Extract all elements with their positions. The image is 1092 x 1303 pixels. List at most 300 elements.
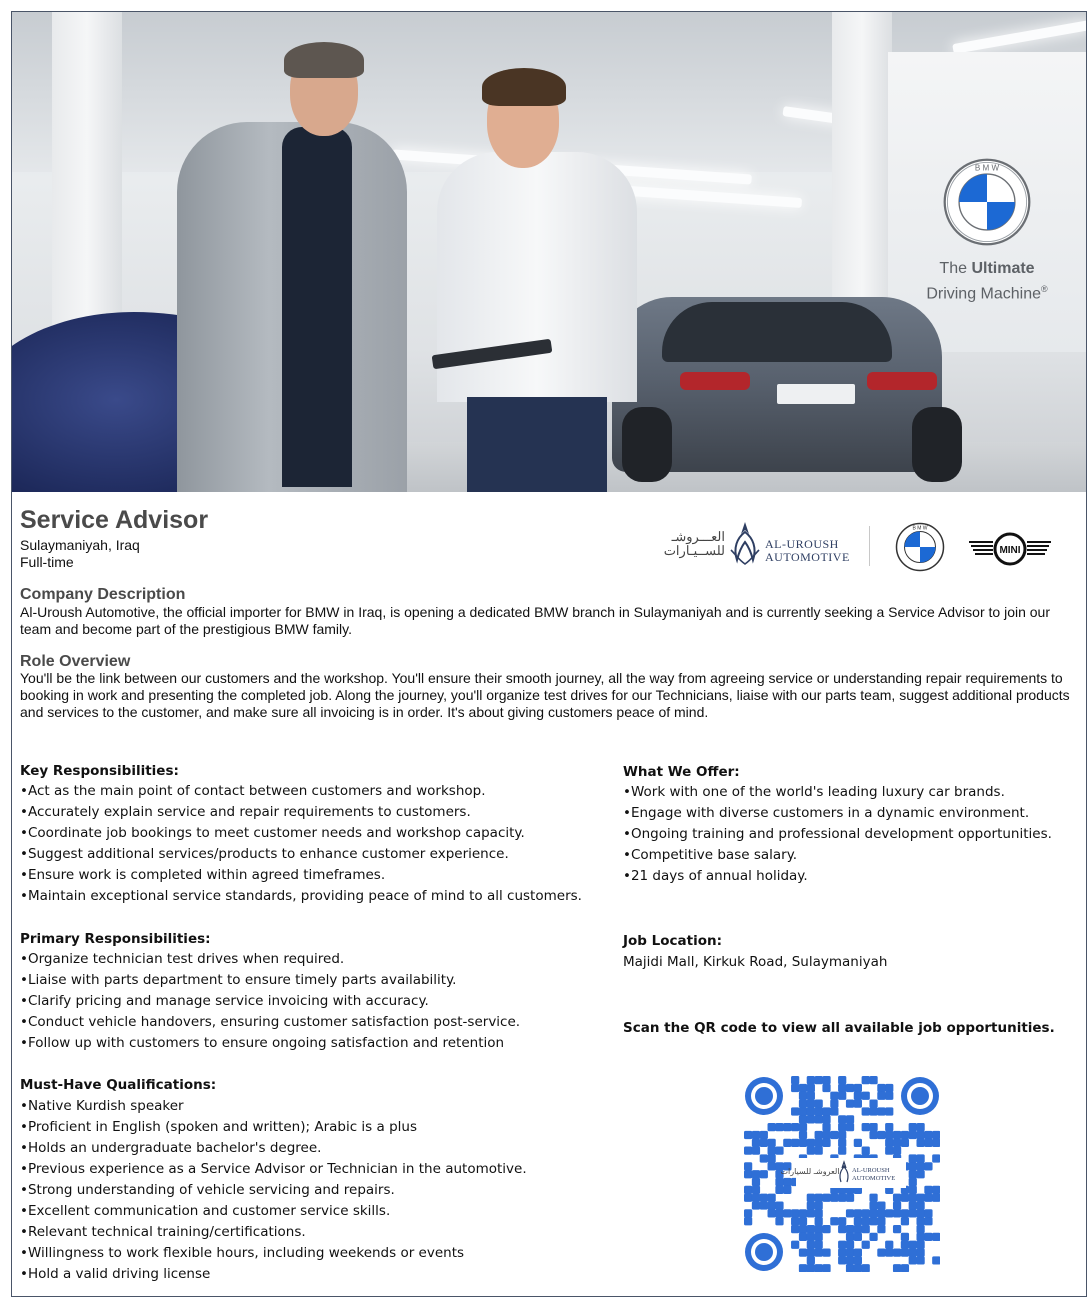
qr-module [869, 1131, 877, 1139]
list-item: •Follow up with customers to ensure ongoing satisfaction and retention [20, 1035, 505, 1051]
list-item: •Proficient in English (spoken and written); Arabic is a plus [20, 1119, 417, 1135]
qr-module [862, 1123, 870, 1131]
qr-module [830, 1092, 838, 1100]
qr-module [885, 1248, 893, 1256]
qr-module [807, 1264, 815, 1272]
qr-module [877, 1131, 885, 1139]
qr-module [791, 1139, 799, 1147]
qr-module [854, 1209, 862, 1217]
list-item: •Native Kurdish speaker [20, 1098, 184, 1114]
wheel [622, 407, 672, 482]
qr-module [838, 1248, 846, 1256]
qr-module [869, 1123, 877, 1131]
qr-module [775, 1178, 783, 1186]
qr-module [877, 1217, 885, 1225]
qr-module [916, 1170, 924, 1178]
qr-module [768, 1154, 776, 1162]
qr-module [815, 1241, 823, 1249]
list-item: •Clarify pricing and manage service invoicing with accuracy. [20, 993, 429, 1009]
qr-module [846, 1241, 854, 1249]
qr-module [893, 1194, 901, 1202]
qr-module [799, 1209, 807, 1217]
qr-module [752, 1194, 760, 1202]
qr-module [775, 1147, 783, 1155]
qr-module [924, 1217, 932, 1225]
qr-module [791, 1241, 799, 1249]
qr-module [893, 1225, 901, 1233]
qr-module [768, 1147, 776, 1155]
qr-module [885, 1084, 893, 1092]
qr-module [901, 1209, 909, 1217]
qr-module [822, 1123, 830, 1131]
primary-responsibilities-heading: Primary Responsibilities: [20, 931, 211, 947]
brand-logos [637, 510, 1057, 580]
qr-module [916, 1217, 924, 1225]
qr-module [815, 1201, 823, 1209]
qr-module [783, 1186, 791, 1194]
qr-module [760, 1154, 768, 1162]
job-poster [11, 11, 1087, 1297]
qr-module [932, 1194, 940, 1202]
job-location-address: Majidi Mall, Kirkuk Road, Sulaymaniyah [623, 954, 888, 970]
al-uroush-name: AL-UROUSH AUTOMOTIVE [765, 537, 850, 564]
qr-module [909, 1248, 917, 1256]
qr-module [791, 1107, 799, 1115]
qr-module [838, 1115, 846, 1123]
qr-module [838, 1092, 846, 1100]
qr-module [916, 1248, 924, 1256]
list-item: •Excellent communication and customer service skills. [20, 1203, 391, 1219]
qr-module [909, 1186, 917, 1194]
qr-module [768, 1201, 776, 1209]
svg-text:AUTOMOTIVE: AUTOMOTIVE [852, 1175, 896, 1182]
qr-module [846, 1084, 854, 1092]
qr-module [744, 1147, 752, 1155]
list-item: •Maintain exceptional service standards, providing peace of mind to all customers. [20, 888, 582, 904]
qr-module [854, 1100, 862, 1108]
tail-light [680, 372, 750, 390]
qr-module [901, 1248, 909, 1256]
qr-module [916, 1209, 924, 1217]
qr-module [909, 1162, 917, 1170]
tagline-line2: Driving Machine [926, 285, 1042, 303]
key-responsibilities-heading: Key Responsibilities: [20, 763, 179, 779]
al-uroush-emblem-icon [727, 520, 763, 566]
qr-module [909, 1194, 917, 1202]
qr-module [846, 1209, 854, 1217]
qr-module [822, 1115, 830, 1123]
qr-module [869, 1194, 877, 1202]
qr-module [815, 1225, 823, 1233]
qr-module [846, 1256, 854, 1264]
list-item: •Work with one of the world's leading luxury car brands. [623, 784, 1005, 800]
qr-module [893, 1147, 901, 1155]
qr-module [807, 1084, 815, 1092]
advisor-trousers [467, 397, 607, 492]
qr-module [854, 1217, 862, 1225]
qr-module [885, 1139, 893, 1147]
qr-module [807, 1225, 815, 1233]
qr-module [838, 1131, 846, 1139]
qr-module [909, 1209, 917, 1217]
qr-module [909, 1131, 917, 1139]
job-location: Sulaymaniyah, Iraq [20, 537, 140, 553]
qr-module [744, 1170, 752, 1178]
customer-hair [284, 42, 364, 78]
qr-module [909, 1154, 917, 1162]
qr-module [909, 1201, 917, 1209]
qr-module [744, 1209, 752, 1217]
qr-module [846, 1225, 854, 1233]
qr-module [807, 1139, 815, 1147]
qr-module [885, 1241, 893, 1249]
qr-module [909, 1170, 917, 1178]
role-text: You'll be the link between our customers and the workshop. You'll ensure their smooth journey, all the way from agreeing service or understanding repair requirements to booking in work and presenting the completed job. Along the journey, you'll organize test drives for our Technicians, liaise with our parts team, suggest additional products and services to the customer, and make sure all invoicing is in order. It's about giving customers peace of mind. [20, 670, 1070, 720]
qr-module [846, 1264, 854, 1272]
list-item: •21 days of annual holiday. [623, 868, 808, 884]
list-item: •Competitive base salary. [623, 847, 798, 863]
qr-module [916, 1131, 924, 1139]
tail-light [867, 372, 937, 390]
qr-module [807, 1147, 815, 1155]
qr-module [846, 1233, 854, 1241]
qr-module [885, 1092, 893, 1100]
qr-module [752, 1170, 760, 1178]
qr-module [752, 1201, 760, 1209]
list-item: •Relevant technical training/certifications. [20, 1224, 306, 1240]
qr-module [854, 1092, 862, 1100]
qr-module [901, 1131, 909, 1139]
qr-module [838, 1217, 846, 1225]
list-item: •Suggest additional services/products to enhance customer experience. [20, 846, 509, 862]
what-we-offer-list [623, 782, 1052, 887]
qr-module [744, 1162, 752, 1170]
qr-module [799, 1115, 807, 1123]
list-item: •Ongoing training and professional development opportunities. [623, 826, 1052, 842]
qr-module [768, 1194, 776, 1202]
qr-module [869, 1100, 877, 1108]
qr-module [932, 1154, 940, 1162]
qr-module [822, 1194, 830, 1202]
list-item: •Holds an undergraduate bachelor's degree. [20, 1140, 322, 1156]
qr-module [791, 1076, 799, 1084]
qr-module [932, 1131, 940, 1139]
qr-module [752, 1147, 760, 1155]
qr-module [862, 1264, 870, 1272]
qr-module [877, 1084, 885, 1092]
qr-module [838, 1139, 846, 1147]
registered-mark: ® [1041, 284, 1048, 294]
qr-module [893, 1264, 901, 1272]
list-item: •Engage with diverse customers in a dynamic environment. [623, 805, 1030, 821]
primary-responsibilities-list [20, 949, 520, 1054]
list-item: •Organize technician test drives when required. [20, 951, 345, 967]
qr-module [807, 1107, 815, 1115]
qr-module [760, 1139, 768, 1147]
qr-module [815, 1209, 823, 1217]
qr-module [807, 1256, 815, 1264]
qr-module [830, 1131, 838, 1139]
qr-module [799, 1233, 807, 1241]
qr-module [924, 1209, 932, 1217]
company-heading: Company Description [20, 586, 186, 603]
qr-module [752, 1178, 760, 1186]
list-item: •Liaise with parts department to ensure timely parts availability. [20, 972, 457, 988]
list-item: •Strong understanding of vehicle servicing and repairs. [20, 1182, 395, 1198]
qr-module [932, 1139, 940, 1147]
qr-module [885, 1123, 893, 1131]
qr-module [815, 1233, 823, 1241]
qr-module [799, 1100, 807, 1108]
qr-module [916, 1154, 924, 1162]
qr-module [807, 1233, 815, 1241]
qr-module [815, 1115, 823, 1123]
qr-module [807, 1100, 815, 1108]
list-item: •Hold a valid driving license [20, 1266, 211, 1282]
qr-module [869, 1209, 877, 1217]
qr-module [877, 1107, 885, 1115]
list-item: •Willingness to work flexible hours, including weekends or events [20, 1245, 465, 1261]
qr-module [799, 1107, 807, 1115]
qr-module [744, 1194, 752, 1202]
qr-module [862, 1241, 870, 1249]
qr-module [846, 1248, 854, 1256]
qr-module [815, 1076, 823, 1084]
qr-module [760, 1201, 768, 1209]
qr-module [862, 1092, 870, 1100]
qr-module [838, 1256, 846, 1264]
qr-module [807, 1201, 815, 1209]
qr-module [799, 1092, 807, 1100]
qr-module [768, 1162, 776, 1170]
qr-module [862, 1147, 870, 1155]
job-location-heading: Job Location: [623, 933, 723, 949]
qr-module [924, 1162, 932, 1170]
qr-module [760, 1170, 768, 1178]
qr-module [791, 1123, 799, 1131]
qr-module [869, 1217, 877, 1225]
qualifications-list [20, 1096, 527, 1285]
qr-module [924, 1194, 932, 1202]
qr-module [799, 1139, 807, 1147]
qr-module [932, 1233, 940, 1241]
hero-photo [12, 12, 1087, 492]
qr-module [807, 1248, 815, 1256]
qr-module [854, 1264, 862, 1272]
qr-module [760, 1131, 768, 1139]
qr-module [916, 1225, 924, 1233]
qr-module [775, 1201, 783, 1209]
qr-module [815, 1147, 823, 1155]
qr-module [901, 1264, 909, 1272]
qr-module [901, 1194, 909, 1202]
qr-module [838, 1241, 846, 1249]
tagline-prefix: The [939, 260, 967, 277]
qr-module [869, 1201, 877, 1209]
svg-text:B M W: B M W [912, 525, 928, 532]
bmw-tagline [907, 259, 1067, 304]
qr-module [815, 1100, 823, 1108]
qr-module [909, 1241, 917, 1249]
qr-module [932, 1256, 940, 1264]
qr-code[interactable] [744, 1076, 940, 1272]
qr-module [768, 1139, 776, 1147]
qr-module [807, 1092, 815, 1100]
qr-module [838, 1194, 846, 1202]
qr-module [877, 1092, 885, 1100]
qr-module [815, 1217, 823, 1225]
al-uroush-arabic-name: العـــروشـ للســيـارات [663, 529, 725, 558]
qr-module [799, 1084, 807, 1092]
qr-module [807, 1115, 815, 1123]
qr-module [885, 1107, 893, 1115]
qr-module [815, 1194, 823, 1202]
qr-module [862, 1107, 870, 1115]
qr-module [799, 1123, 807, 1131]
qr-module [807, 1241, 815, 1249]
qr-module [791, 1084, 799, 1092]
qr-caption: Scan the QR code to view all available job opportunities. [623, 1020, 1055, 1036]
qr-module [807, 1209, 815, 1217]
qr-module [862, 1217, 870, 1225]
mini-logo-icon [967, 532, 1053, 566]
qr-module [862, 1076, 870, 1084]
qr-module [916, 1194, 924, 1202]
qr-module [893, 1248, 901, 1256]
qr-module [846, 1123, 854, 1131]
qr-module [752, 1186, 760, 1194]
qr-module [916, 1241, 924, 1249]
qr-module [916, 1233, 924, 1241]
customer-sweater [282, 127, 352, 487]
qr-module [846, 1115, 854, 1123]
list-item: •Accurately explain service and repair requirements to customers. [20, 804, 471, 820]
svg-text:AL-UROUSH: AL-UROUSH [852, 1167, 890, 1174]
qr-module [885, 1147, 893, 1155]
qr-module [830, 1100, 838, 1108]
qr-module [783, 1139, 791, 1147]
qr-module [838, 1076, 846, 1084]
qr-module [830, 1194, 838, 1202]
qr-module [869, 1233, 877, 1241]
qr-module [815, 1264, 823, 1272]
qr-module [854, 1084, 862, 1092]
qr-module [783, 1209, 791, 1217]
qr-module [846, 1100, 854, 1108]
qr-module [838, 1123, 846, 1131]
qr-module [799, 1248, 807, 1256]
list-item: •Previous experience as a Service Advisor or Technician in the automotive. [20, 1161, 527, 1177]
qr-module [862, 1225, 870, 1233]
qr-module [854, 1248, 862, 1256]
qr-module [783, 1123, 791, 1131]
qr-module [916, 1139, 924, 1147]
qr-module [854, 1225, 862, 1233]
qr-module [909, 1178, 917, 1186]
qr-module [877, 1201, 885, 1209]
qr-module [807, 1194, 815, 1202]
qr-module [916, 1256, 924, 1264]
qr-module [916, 1201, 924, 1209]
qr-module [822, 1076, 830, 1084]
qr-module [877, 1248, 885, 1256]
qr-module [822, 1131, 830, 1139]
qr-module [768, 1209, 776, 1217]
qr-module [901, 1217, 909, 1225]
qr-module [854, 1233, 862, 1241]
qr-module [791, 1225, 799, 1233]
qr-module [932, 1186, 940, 1194]
license-plate [777, 384, 855, 404]
bmw-roundel-icon [942, 157, 1032, 247]
logo-divider [869, 526, 870, 566]
company-text: Al-Uroush Automotive, the official importer for BMW in Iraq, is opening a dedicated BMW branch in Sulaymaniyah and is currently seeking a Service Advisor to join our team and become part of the prestigious BMW family. [20, 604, 1051, 637]
qr-module [924, 1186, 932, 1194]
qr-module [838, 1147, 846, 1155]
list-item: •Conduct vehicle handovers, ensuring customer satisfaction post-service. [20, 1014, 521, 1030]
qr-module [775, 1186, 783, 1194]
role-heading: Role Overview [20, 653, 131, 670]
qr-module [744, 1131, 752, 1139]
qr-module [893, 1131, 901, 1139]
qr-module [752, 1139, 760, 1147]
qualifications-heading: Must-Have Qualifications: [20, 1077, 217, 1093]
qr-module [775, 1209, 783, 1217]
qr-module [822, 1139, 830, 1147]
qr-module [815, 1139, 823, 1147]
job-type: Full-time [20, 554, 74, 570]
qr-module [815, 1107, 823, 1115]
qr-module [822, 1084, 830, 1092]
qr-module [854, 1139, 862, 1147]
svg-text:العروشـ للسيارات: العروشـ للسيارات [780, 1167, 840, 1176]
qr-module [909, 1123, 917, 1131]
qr-module [744, 1186, 752, 1194]
qr-module [807, 1076, 815, 1084]
tagline-bold: Ultimate [971, 260, 1035, 277]
qr-module [893, 1209, 901, 1217]
qr-module [791, 1217, 799, 1225]
svg-text:MINI: MINI [999, 545, 1021, 556]
qr-module [877, 1209, 885, 1217]
job-title: Service Advisor [20, 506, 209, 534]
qr-module [822, 1225, 830, 1233]
qr-module [924, 1233, 932, 1241]
qr-module [775, 1217, 783, 1225]
bmw-logo-icon [895, 522, 945, 572]
what-we-offer-heading: What We Offer: [623, 764, 740, 780]
qr-module [783, 1178, 791, 1186]
qr-module [893, 1201, 901, 1209]
list-item: •Coordinate job bookings to meet customer needs and workshop capacity. [20, 825, 525, 841]
qr-module [916, 1162, 924, 1170]
qr-module [744, 1217, 752, 1225]
qr-module [791, 1209, 799, 1217]
qr-module [854, 1256, 862, 1264]
qr-module [924, 1139, 932, 1147]
qr-module [752, 1131, 760, 1139]
qr-module [846, 1194, 854, 1202]
qr-module [901, 1233, 909, 1241]
qr-module [869, 1107, 877, 1115]
qr-module [822, 1264, 830, 1272]
qr-module [924, 1131, 932, 1139]
qr-module [877, 1225, 885, 1233]
list-item: •Act as the main point of contact between customers and workshop. [20, 783, 486, 799]
qr-module [815, 1131, 823, 1139]
qr-module [909, 1256, 917, 1264]
qr-module [830, 1217, 838, 1225]
